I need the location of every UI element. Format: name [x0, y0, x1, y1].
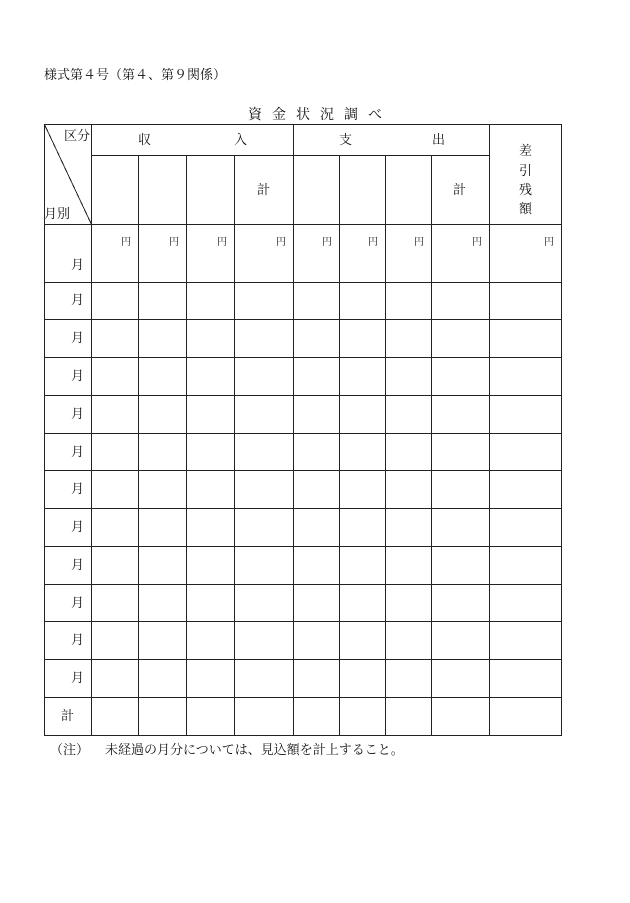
row-label-month: 月: [71, 558, 85, 573]
footnote-text: 未経過の月分については、見込額を計上すること。: [105, 743, 404, 758]
footnote: [50, 739, 404, 758]
row-label-month: 月: [71, 482, 85, 497]
expense-total-header: 計: [453, 183, 467, 198]
month-header-label: 月別: [44, 207, 71, 222]
row-label-total: 計: [61, 709, 75, 724]
row-label-month: 月: [71, 293, 85, 308]
balance-header-char: 差: [519, 144, 533, 159]
title-char: 調: [344, 107, 358, 123]
row-label-month: 月: [71, 596, 85, 611]
expense-header-right: 出: [432, 133, 446, 148]
expense-header-left: 支: [339, 133, 353, 148]
currency-unit: 円: [414, 237, 424, 248]
balance-header-char: 引: [519, 164, 533, 179]
row-label-month: 月: [71, 331, 85, 346]
income-header-right: 入: [234, 133, 248, 148]
footnote-prefix: （注）: [50, 743, 90, 758]
currency-unit: 円: [169, 237, 179, 248]
row-label-month: 月: [71, 258, 85, 273]
row-label-month: 月: [71, 671, 85, 686]
balance-header-char: 額: [519, 202, 533, 217]
currency-unit: 円: [121, 237, 131, 248]
title-char: 資: [248, 107, 262, 123]
currency-unit: 円: [322, 237, 332, 248]
income-header-left: 収: [138, 133, 152, 148]
row-label-month: 月: [71, 633, 85, 648]
currency-unit: 円: [217, 237, 227, 248]
title-char: 金: [272, 107, 286, 123]
row-label-month: 月: [71, 369, 85, 384]
table-border: [45, 125, 562, 736]
title-char: 状: [296, 107, 310, 123]
title-char: べ: [368, 107, 382, 123]
income-total-header: 計: [257, 183, 271, 198]
row-label-month: 月: [71, 407, 85, 422]
form-number: 様式第４号（第４、第９関係）: [44, 68, 227, 83]
title-char: 況: [320, 107, 334, 123]
currency-unit: 円: [276, 237, 286, 248]
currency-unit: 円: [368, 237, 378, 248]
currency-unit: 円: [472, 237, 482, 248]
balance-header-char: 残: [519, 183, 533, 198]
currency-unit: 円: [544, 237, 554, 248]
category-header-label: 区分: [64, 129, 91, 144]
row-label-month: 月: [71, 445, 85, 460]
row-label-month: 月: [71, 520, 85, 535]
